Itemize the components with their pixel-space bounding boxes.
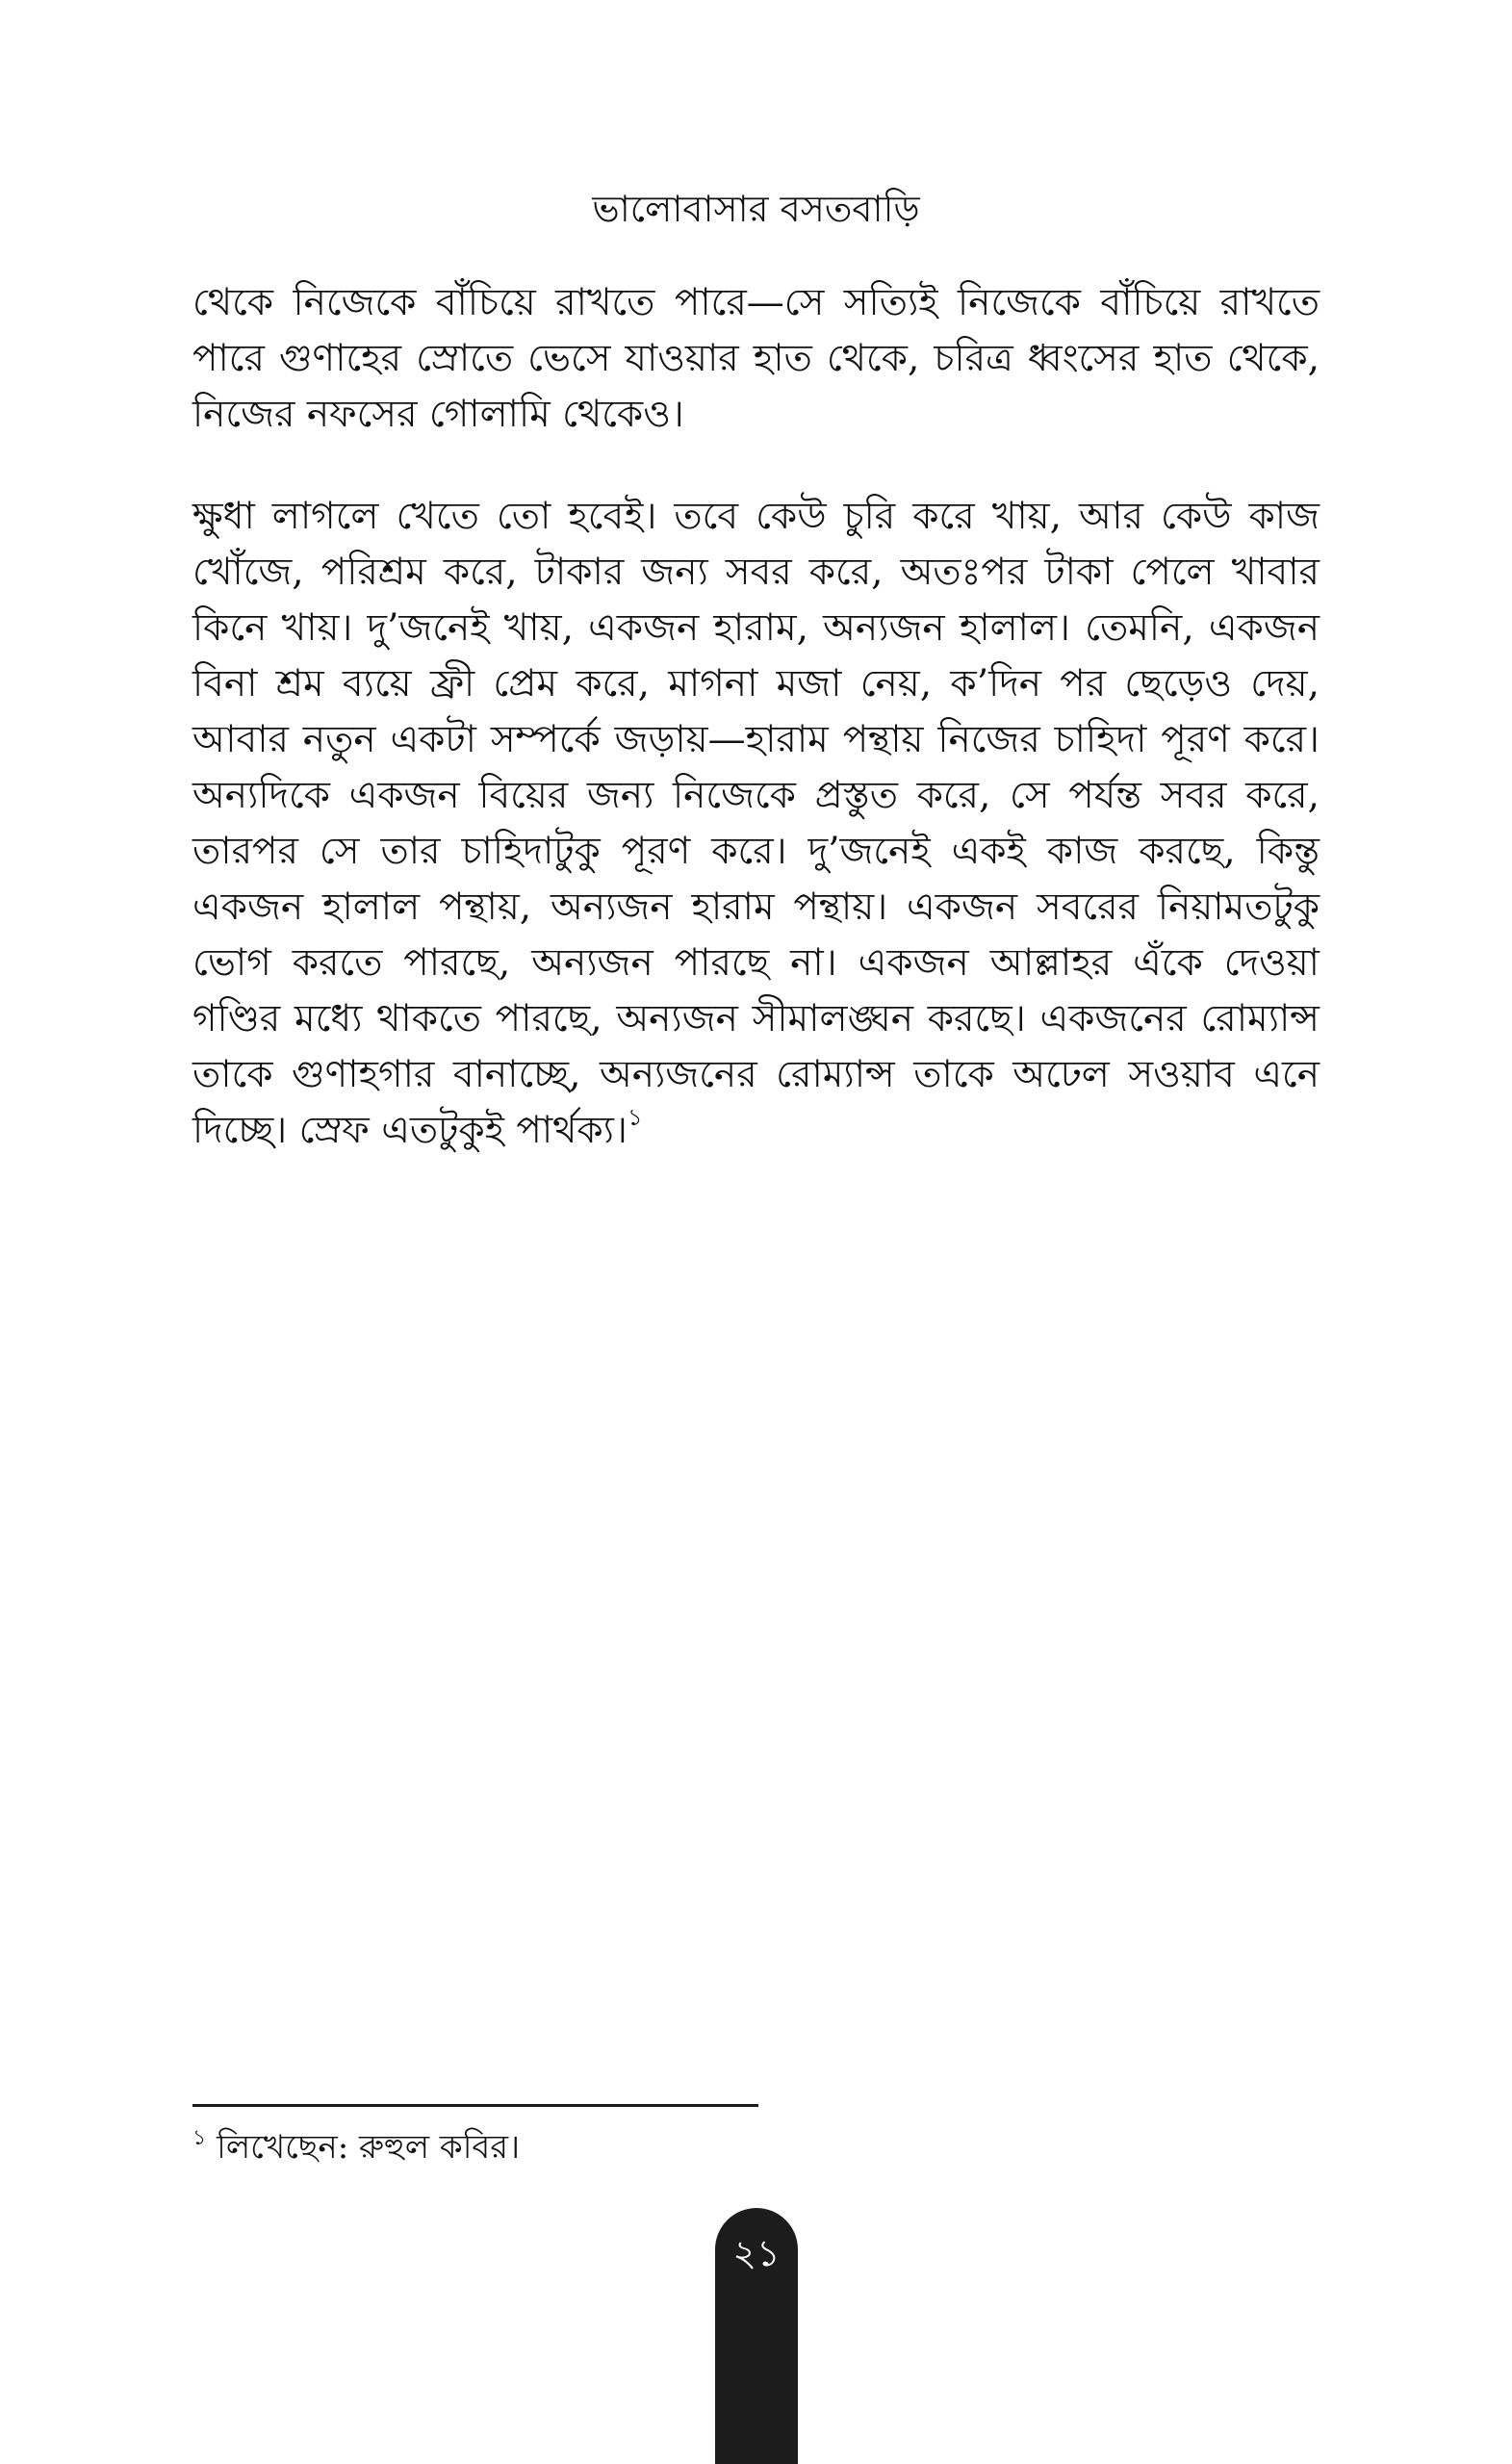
footnote-text: লিখেছেন: রুহুল কবির। <box>217 2128 521 2167</box>
footnote <box>192 2123 1320 2171</box>
paragraph <box>192 275 1320 443</box>
footnote-separator <box>192 2104 758 2107</box>
running-head: ভালোবাসার বসতবাড়ি <box>592 188 920 230</box>
footnote-reference[interactable]: ১ <box>627 1104 643 1131</box>
paragraph-text: থেকে নিজেকে বাঁচিয়ে রাখতে পারে—সে সত্যিই নিজেকে বাঁচিয়ে রাখতে পারে গুণাহের স্রোতে ভেসে যাওয়ার হাত থেকে, চরিত্র ধ্বংসের হাত থেকে, নিজের নফসের গোলামি থেকেও। <box>192 281 1320 436</box>
footnote-marker: ১ <box>192 2126 207 2150</box>
paragraph-text: ক্ষুধা লাগলে খেতে তো হবেই। তবে কেউ চুরি করে খায়, আর কেউ কাজ খোঁজে, পরিশ্রম করে, টাকার জন্য সবর করে, অতঃপর টাকা পেলে খাবার কিনে খায়। দু’জনেই খায়, একজন হারাম, অন্যজন হালাল। তেমনি, একজন বিনা শ্রম ব্যয়ে ফ্রী প্রেম করে, মাগনা মজা নেয়, ক’দিন পর ছেড়েও দেয়, আবার নতুন একটা সম্পর্কে জড়ায়—হারাম পন্থায় নিজের চাহিদা পূরণ করে। অন্যদিকে একজন বিয়ের জন্য নিজেকে প্রস্তুত করে, সে পর্যন্ত সবর করে, তারপর সে তার চাহিদাটুকু পূরণ করে। দু’জনেই একই কাজ করছে, কিন্তু একজন হালাল পন্থায়, অন্যজন হারাম পন্থায়। একজন সবরের নিয়ামতটুকু ভোগ করতে পারছে, অন্যজন পারছে না। একজন আল্লাহর এঁকে দেওয়া গণ্ডির মধ্যে থাকতে পারছে, অন্যজন সীমালঙ্ঘন করছে। একজনের রোম্যান্স তাকে গুণাহগার বানাচ্ছে, অন্যজনের রোম্যান্স তাকে অঢেল সওয়াব এনে দিচ্ছে। স্রেফ এতটুকুই পার্থক্য। <box>192 495 1320 1152</box>
paragraph <box>192 489 1320 1159</box>
page-number: ২১ <box>732 2232 781 2274</box>
